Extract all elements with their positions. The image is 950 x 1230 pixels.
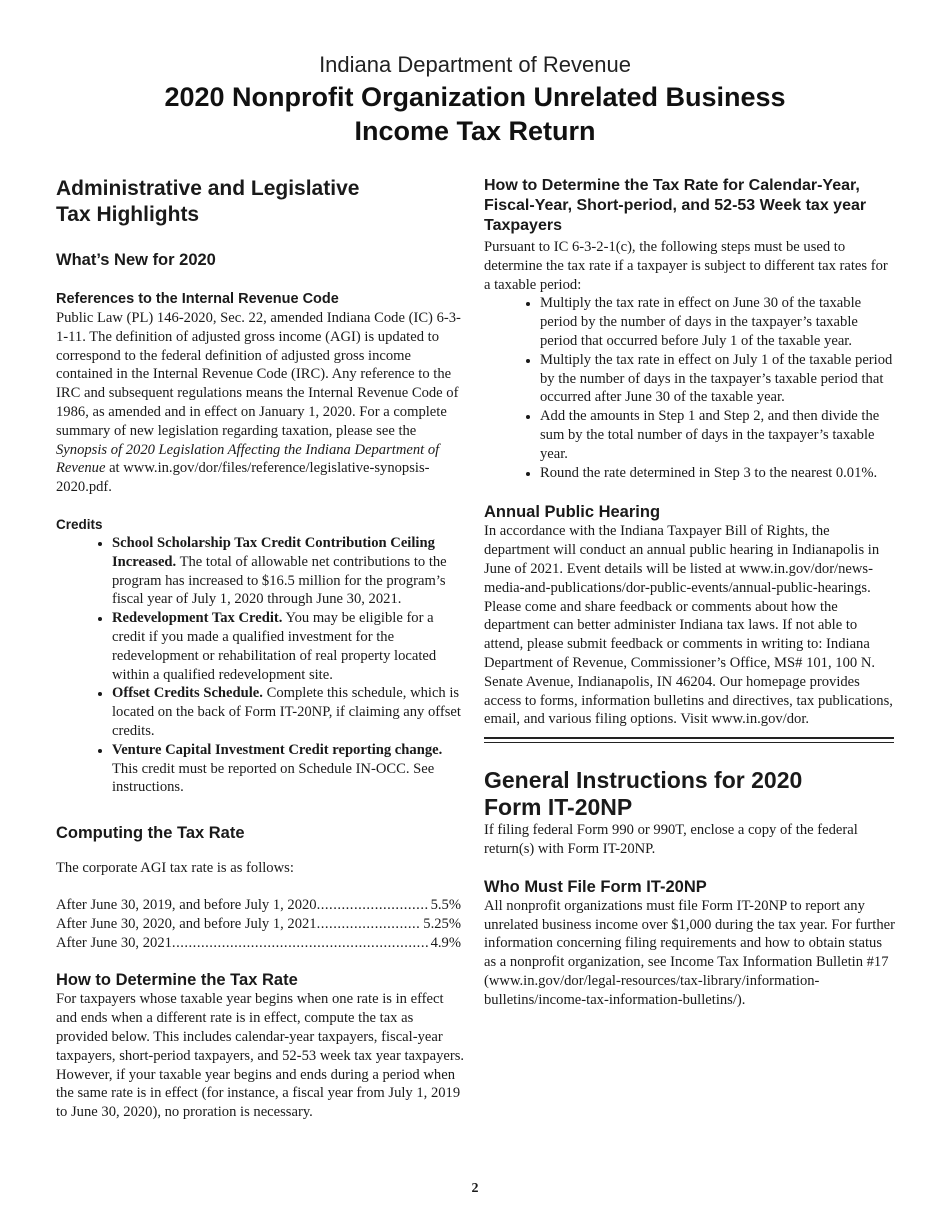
rate-table	[56, 896, 461, 952]
whats-new-heading: What’s New for 2020	[56, 251, 216, 269]
hearing-heading: Annual Public Hearing	[484, 503, 661, 522]
determine-paragraph: For taxpayers whose taxable year begins when one rate is in effect and ends when a different rate is in effect, compute the tax as provided below. This includes calendar-year taxpayers, fiscal-year taxpayers, short-period taxpayers, and 52-53 week tax year taxpayers. However, if your taxable year begins and ends during a period when the same rate is in effect (for instance, a fiscal year from July 1, 2019 to June 30, 2020), no proration is necessary.	[56, 991, 465, 1121]
left-column	[56, 176, 466, 1122]
right-column	[484, 176, 896, 1010]
general-paragraph: If filing federal Form 990 or 990T, enclose a copy of the federal return(s) with Form IT-20NP.	[484, 822, 858, 857]
steps-list	[484, 294, 896, 482]
list-item: • School Scholarship Tax Credit Contribution Ceiling Increased. The total of allowable net contributions to the program has increased to $16.5 million for the program’s fiscal year of July 1, 2020 through June 30, 2021.	[112, 534, 466, 609]
determine-heading: How to Determine the Tax Rate	[56, 971, 298, 990]
list-item: • Round the rate determined in Step 3 to the nearest 0.01%.	[540, 464, 896, 483]
agency-name: Indiana Department of Revenue	[319, 52, 631, 77]
section-divider	[484, 737, 894, 743]
list-item: • Multiply the tax rate in effect on July 1 of the taxable period by the number of days in the taxpayer’s taxable period that occurred after June 30 of the taxable year.	[540, 351, 896, 407]
irc-heading: References to the Internal Revenue Code	[56, 291, 339, 307]
document-title-line-2: Income Tax Return	[354, 116, 596, 146]
section-title-line-2: Tax Highlights	[56, 203, 200, 226]
calendar-intro: Pursuant to IC 6-3-2-1(c), the following steps must be used to determine the tax rate if a taxpayer is subject to different tax rates for a taxable period:	[484, 239, 888, 293]
section-title-line-1: Administrative and Legislative	[56, 177, 360, 200]
credits-list	[56, 534, 466, 797]
list-item: • Venture Capital Investment Credit reporting change. This credit must be reported on Schedule IN-OCC. See instructions.	[112, 741, 466, 797]
page-header	[0, 50, 950, 148]
list-item: • Redevelopment Tax Credit. You may be eligible for a credit if you made a qualified investment for the redevelopment or rehabilitation of real property located within a qualified redevelopment site.	[112, 609, 466, 684]
list-item: • Offset Credits Schedule. Complete this schedule, which is located on the back of Form IT-20NP, if claiming any offset credits.	[112, 684, 466, 740]
rate-row: After June 30, 2019, and before July 1, 2020 ..... 5.5%	[56, 896, 461, 915]
general-title-line-2: Form IT-20NP	[484, 794, 633, 821]
credits-heading: Credits	[56, 516, 103, 532]
list-item: • Multiply the tax rate in effect on June 30 of the taxable period by the number of days in the taxpayer’s taxable period that occurred before July 1 of the taxable year.	[540, 294, 896, 350]
rate-row: After June 30, 2020, and before July 1, 2021 ..... 5.25%	[56, 915, 461, 934]
list-item: • Add the amounts in Step 1 and Step 2, and then divide the sum by the total number of days in the taxpayer’s taxable year.	[540, 407, 896, 463]
general-title-line-1: General Instructions for 2020	[484, 767, 803, 794]
calendar-heading: How to Determine the Tax Rate for Calendar-Year, Fiscal-Year, Short-period, and 52-53 Week tax year Taxpayers	[484, 177, 867, 234]
page-number: 2	[471, 1181, 479, 1196]
irc-paragraph: Public Law (PL) 146-2020, Sec. 22, amended Indiana Code (IC) 6-3-1-11. The definition of adjusted gross income (AGI) is updated to correspond to the federal definition of adjusted gross income contained in the Internal Revenue Code (IRC). Any reference to the IRC and subsequent regulations means the Internal Revenue Code of 1986, as amended and in effect on January 1, 2020. For a complete summary of new legislation regarding taxation, please see the Synopsis of 2020 Legislation Affecting the Indiana Department of Revenue at www.in.gov/dor/files/reference/legislative-synopsis-2020.pdf.	[56, 310, 461, 496]
document-title-line-1: 2020 Nonprofit Organization Unrelated Business	[164, 82, 786, 112]
who-paragraph: All nonprofit organizations must file Form IT-20NP to report any unrelated business income over $1,000 during the tax year. For further information concerning filing requirements and how to obtain status as a nonprofit organization, see Income Tax Information Bulletin #17 (www.in.gov/dor/legal-resources/tax-library/information-bulletins/income-tax-information-bulletins/).	[484, 897, 895, 1008]
hearing-paragraph: In accordance with the Indiana Taxpayer Bill of Rights, the department will conduct an annual public hearing in Indianapolis in June of 2021. Event details will be listed at www.in.gov/dor/news-media-and-publications/dor-public-events/annual-public-hearings. Please come and share feedback or comments about how the department can better administer Indiana tax laws. If not able to attend, please submit feedback or comments in writing to: Indiana Department of Revenue, Commissioner’s Office, MS# 101, 100 N. Senate Avenue, Indianapolis, IN 46204. Our homepage provides access to forms, information bulletins and directives, tax publications, email, and various filing options. Visit www.in.gov/dor.	[484, 523, 893, 728]
computing-intro: The corporate AGI tax rate is as follows:	[56, 860, 294, 877]
rate-row: After June 30, 2021 ..... 4.9%	[56, 934, 461, 953]
computing-heading: Computing the Tax Rate	[56, 824, 245, 843]
who-heading: Who Must File Form IT-20NP	[484, 877, 707, 896]
